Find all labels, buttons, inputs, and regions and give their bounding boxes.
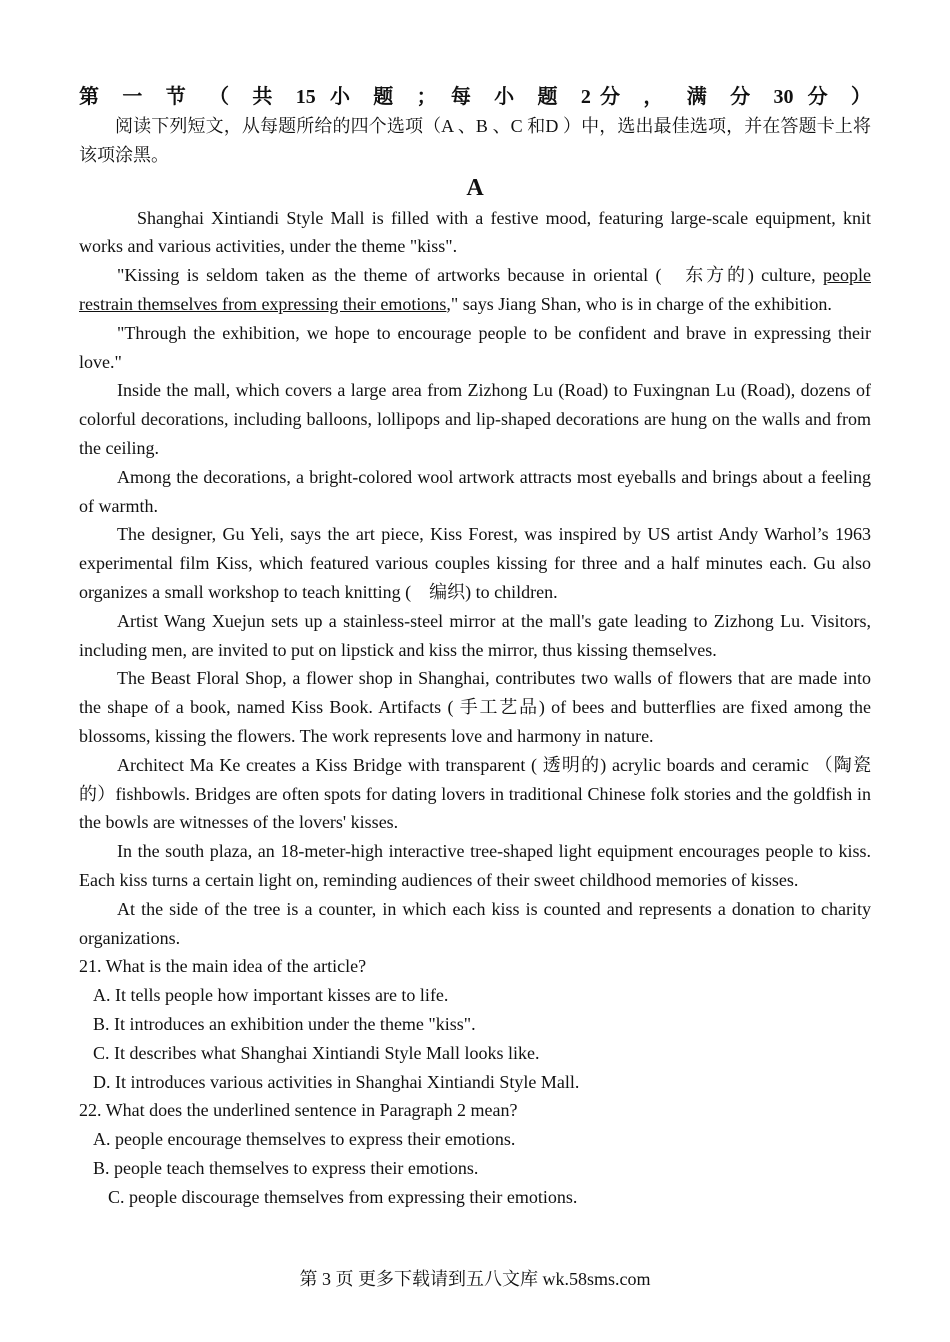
- underlined-sentence: people restrain themselves from expressing their emotions: [79, 265, 871, 314]
- option-c: C. It describes what Shanghai Xintiandi Style Mall looks like.: [93, 1042, 540, 1063]
- option-a: A. It tells people how important kisses are to life.: [93, 985, 449, 1006]
- question-21: [79, 952, 871, 1096]
- option-d: D. It introduces various activities in Shanghai Xintiandi Style Mall.: [93, 1071, 580, 1092]
- paragraph-1: Shanghai Xintiandi Style Mall is filled with a festive mood, featuring large-scale equipment, knit works and various activities, under the theme "kiss".: [79, 207, 871, 257]
- paragraph-10: In the south plaza, an 18-meter-high interactive tree-shaped light equipment encourages people to kiss. Each kiss turns a certain light on, reminding audiences of their sweet childhood memories of kisses.: [79, 841, 871, 890]
- paragraph-6: The designer, Gu Yeli, says the art piece, Kiss Forest, was inspired by US artist Andy Warhol’s 1963 experimental film Kiss, which featured various couples kissing for three and a half minutes each. Gu also organizes a small workshop to teach knitting ( 编织) to children.: [79, 524, 871, 602]
- option-c: C. people discourage themselves from expressing their emotions.: [108, 1186, 578, 1207]
- section-title: 第 一 节 （ 共 15 小 题 ； 每 小 题 2分 ， 满 分 30 分 ）: [79, 86, 871, 108]
- option-b: B. people teach themselves to express their emotions.: [93, 1157, 479, 1178]
- paragraph-5: Among the decorations, a bright-colored wool artwork attracts most eyeballs and brings about a feeling of warmth.: [79, 466, 871, 516]
- paragraph-2-end: ," says Jiang Shan, who is in charge of the exhibition.: [446, 293, 832, 314]
- paragraph-9: Architect Ma Ke creates a Kiss Bridge with transparent ( 透明的) acrylic boards and ceramic （陶瓷的）fishbowls. Bridges are often spots for dating lovers in traditional Chinese folk stories and the goldfish in the bowls are witnesses of the lovers' kisses.: [79, 754, 871, 833]
- question-stem: 21. What is the main idea of the article?: [79, 956, 367, 977]
- option-a: A. people encourage themselves to express their emotions.: [93, 1129, 516, 1150]
- section-instruction: 阅读下列短文，从每题所给的四个选项（A 、B 、C 和D ）中，选出最佳选项，并在答题卡上将该项涂黑。: [79, 116, 871, 165]
- question-stem: 22. What does the underlined sentence in Paragraph 2 mean?: [79, 1100, 518, 1121]
- paragraph-11: At the side of the tree is a counter, in which each kiss is counted and represents a donation to charity organizations.: [79, 898, 871, 948]
- paragraph-3: "Through the exhibition, we hope to encourage people to be confident and brave in expressing their love.": [79, 322, 871, 372]
- page-footer: 第 3 页 更多下载请到五八文库 wk.58sms.com: [299, 1269, 651, 1289]
- paragraph-4: Inside the mall, which covers a large area from Zizhong Lu (Road) to Fuxingnan Lu (Road), dozens of colorful decorations, including balloons, lollipops and lip-shaped decorations are hung on the walls and from the ceiling.: [79, 380, 871, 458]
- passage-letter: A: [466, 174, 484, 201]
- option-b: B. It introduces an exhibition under the theme "kiss".: [93, 1013, 476, 1034]
- paragraph-2: [79, 261, 871, 319]
- paragraph-7: Artist Wang Xuejun sets up a stainless-steel mirror at the mall's gate leading to Zizhong Lu. Visitors, including men, are invited to put on lipstick and kiss the mirror, thus kissing themselves.: [79, 610, 871, 660]
- paragraph-8: The Beast Floral Shop, a flower shop in Shanghai, contributes two walls of flowers that are made into the shape of a book, named Kiss Book. Artifacts ( 手工艺品) of bees and butterflies are fixed among the blossoms, kissing the flowers. The work represents love and harmony in nature.: [79, 668, 871, 746]
- question-22: [79, 1096, 871, 1211]
- page-content: [79, 82, 871, 1211]
- paragraph-2-start: "Kissing is seldom taken as the theme of artworks because in oriental ( 东方的) culture,: [117, 265, 824, 286]
